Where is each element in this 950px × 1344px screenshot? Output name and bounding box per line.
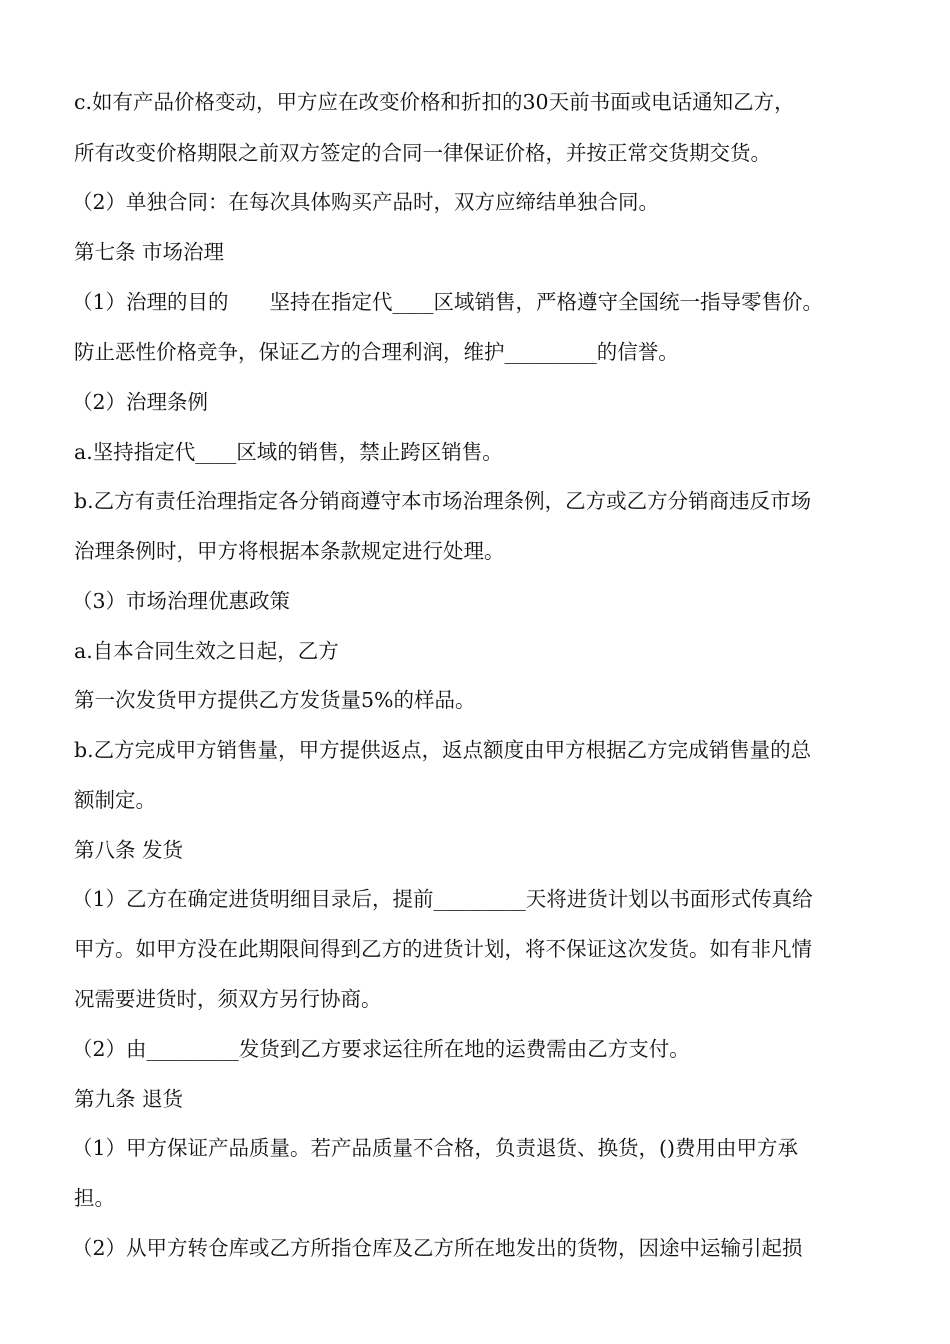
text-line-transport-damage: （2）从甲方转仓库或乙方所指仓库及乙方所在地发出的货物，因途中运输引起损 bbox=[72, 1236, 803, 1260]
text-line-freight: （2）由_________发货到乙方要求运往所在地的运费需由乙方支付。 bbox=[72, 1037, 690, 1061]
text-line-management-rules: （2）治理条例 bbox=[72, 390, 209, 414]
text-line-price-change: c.如有产品价格变动，甲方应在改变价格和折扣的30天前书面或电话通知乙方， bbox=[74, 90, 795, 114]
text-line-policy-b: b.乙方完成甲方销售量，甲方提供返点，返点额度由甲方根据乙方完成销售量的总 bbox=[74, 738, 812, 762]
text-line-delivery-plan-cont: 甲方。如甲方没在此期限间得到乙方的进货计划，将不保证这次发货。如有非凡情 bbox=[74, 937, 812, 961]
text-line-rule-b-cont: 治理条例时，甲方将根据本条款规定进行处理。 bbox=[74, 539, 505, 563]
text-line-rule-b: b.乙方有责任治理指定各分销商遵守本市场治理条例，乙方或乙方分销商违反市场 bbox=[74, 489, 812, 513]
text-line-guarantee-price: 所有改变价格期限之前双方签定的合同一律保证价格，并按正常交货期交货。 bbox=[74, 141, 771, 165]
section-heading-article-9: 第九条 退货 bbox=[74, 1087, 184, 1111]
section-heading-article-8: 第八条 发货 bbox=[74, 838, 184, 862]
text-line-quality-guarantee: （1）甲方保证产品质量。若产品质量不合格，负责退货、换货，()费用由甲方承 bbox=[72, 1136, 799, 1160]
text-line-delivery-plan: （1）乙方在确定进货明细目录后，提前_________天将进货计划以书面形式传真给 bbox=[72, 887, 813, 911]
text-line-separate-contract: （2）单独合同：在每次具体购买产品时，双方应缔结单独合同。 bbox=[72, 190, 660, 214]
text-line-policy-b-cont: 额制定。 bbox=[74, 788, 156, 812]
text-line-rule-a: a.坚持指定代____区域的销售，禁止跨区销售。 bbox=[74, 440, 503, 464]
text-line-quality-guarantee-cont: 担。 bbox=[74, 1186, 115, 1210]
text-line-prevent-competition: 防止恶性价格竞争，保证乙方的合理利润，维护_________的信誉。 bbox=[74, 340, 679, 364]
text-line-delivery-plan-end: 况需要进货时，须双方另行协商。 bbox=[74, 987, 382, 1011]
section-heading-article-7: 第七条 市场治理 bbox=[74, 240, 225, 264]
text-line-preferential-policy: （3）市场治理优惠政策 bbox=[72, 589, 291, 613]
text-line-samples: 第一次发货甲方提供乙方发货量5%的样品。 bbox=[74, 688, 476, 712]
text-line-management-purpose: （1）治理的目的 坚持在指定代____区域销售，严格遵守全国统一指导零售价。 bbox=[72, 290, 824, 314]
text-line-policy-a: a.自本合同生效之日起，乙方 bbox=[74, 639, 339, 663]
